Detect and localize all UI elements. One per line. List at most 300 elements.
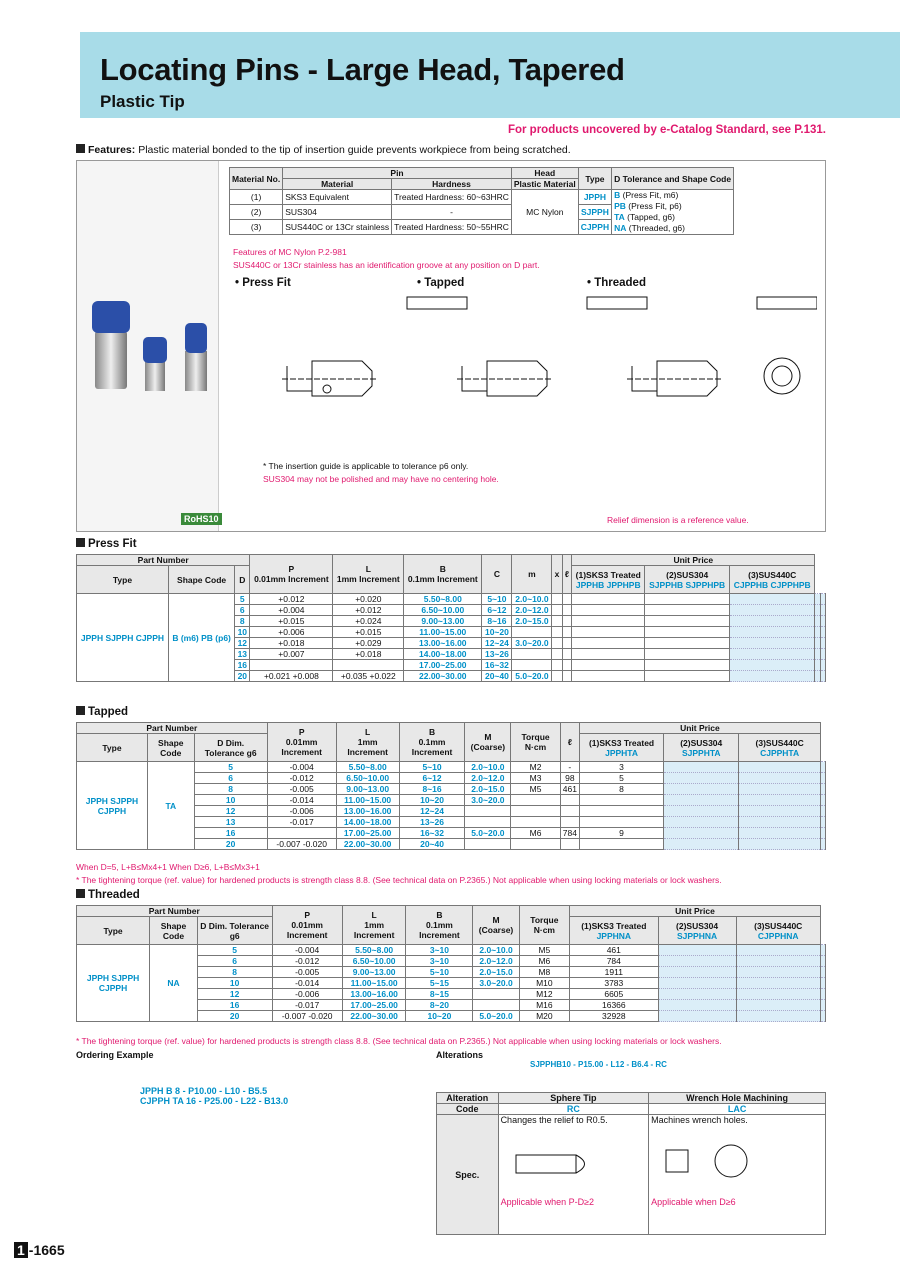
table-cell bbox=[820, 671, 825, 682]
table-cell: 5 bbox=[194, 762, 267, 773]
table-cell bbox=[552, 649, 562, 660]
table-cell bbox=[473, 1000, 519, 1011]
table-cell bbox=[562, 649, 572, 660]
table-cell bbox=[820, 660, 825, 671]
mt-cell: SUS304 bbox=[283, 205, 392, 220]
page-title: Locating Pins - Large Head, Tapered bbox=[100, 52, 625, 87]
table-cell: 13~26 bbox=[399, 817, 465, 828]
mt-codes: B (Press Fit, m6) PB (Press Fit, p6) TA (Tapped, g6) NA (Threaded, g6) bbox=[612, 190, 734, 235]
table-cell bbox=[645, 671, 730, 682]
table-cell bbox=[736, 1011, 820, 1022]
table-cell: 12 bbox=[235, 638, 250, 649]
table-cell bbox=[729, 638, 815, 649]
order-row-1: JPPH B 8 - P10.00 - L10 - B5.5 bbox=[140, 1086, 268, 1096]
table-cell: +0.029 bbox=[333, 638, 404, 649]
table-cell bbox=[560, 806, 579, 817]
table-cell bbox=[820, 594, 825, 605]
table-cell: -0.007 -0.020 bbox=[267, 839, 336, 850]
table-cell bbox=[579, 839, 663, 850]
table-cell: +0.018 bbox=[333, 649, 404, 660]
torque-note: * The tightening torque (ref. value) for hardened products is strength class 8.8. (See technical data on P.2365.) Not applicable when using locking materials or lock washers. bbox=[76, 875, 722, 885]
table-cell: 22.00~30.00 bbox=[342, 1011, 406, 1022]
table-cell bbox=[511, 806, 560, 817]
table-cell: 5.0~20.0 bbox=[512, 671, 552, 682]
table-cell: 3~10 bbox=[406, 956, 473, 967]
table-cell bbox=[572, 638, 645, 649]
table-cell bbox=[820, 817, 825, 828]
table-cell: 16~32 bbox=[399, 828, 465, 839]
table-cell bbox=[664, 806, 739, 817]
table-cell bbox=[562, 594, 572, 605]
table-cell bbox=[658, 1000, 736, 1011]
table-cell: +0.012 bbox=[250, 594, 333, 605]
mt-h-material: Material bbox=[283, 179, 392, 190]
table-cell bbox=[465, 817, 511, 828]
table-cell bbox=[465, 839, 511, 850]
table-cell bbox=[658, 1011, 736, 1022]
table-cell: 16 bbox=[194, 828, 267, 839]
tapped-note: When D=5, L+B≤Mx4+1 When D≥6, L+B≤Mx3+1 bbox=[76, 862, 260, 872]
table-cell: - bbox=[560, 762, 579, 773]
table-cell: 13~26 bbox=[482, 649, 512, 660]
table-cell bbox=[645, 638, 730, 649]
mt-h-no: Material No. bbox=[230, 168, 283, 190]
table-cell bbox=[333, 660, 404, 671]
table-cell: 5.0~20.0 bbox=[465, 828, 511, 839]
table-cell bbox=[572, 671, 645, 682]
table-cell bbox=[562, 605, 572, 616]
square-icon bbox=[76, 144, 85, 153]
table-cell: 8~16 bbox=[399, 784, 465, 795]
table-cell: 8 bbox=[235, 616, 250, 627]
table-cell: 14.00~18.00 bbox=[404, 649, 482, 660]
table-cell bbox=[512, 649, 552, 660]
table-cell: -0.012 bbox=[267, 773, 336, 784]
table-cell bbox=[664, 784, 739, 795]
table-cell: 10~20 bbox=[406, 1011, 473, 1022]
product-photo bbox=[77, 161, 219, 531]
table-cell: 8~16 bbox=[482, 616, 512, 627]
table-cell: 461 bbox=[560, 784, 579, 795]
threaded-table: Part Number P 0.01mm Increment L 1mm Increment B 0.1mm Increment M (Coarse) Torque N·cm Unit Price Type Shape Code D Dim. Tolerance g6 (1)SKS3 Treated JPPHNA (2)SUS304 SJPPHNA (3)SUS440C CJPPHNA JPPH SJPPH CJPPH NA 5 -0.004 5.50~8.00 3~10 2.0~10.0 M5 461 6 -0.012 6.50~10.00 3~10 2.0~12.0 M6 784 8 -0.005 9.00~13.00 5~10 2.0~15.0 M8 1911 10 -0.014 11.00~15.00 5~15 3.0~20.0 M10 3783 12 -0.006 13.00~16.00 8~15 M12 6605 16 -0.017 17.00~25.00 8~20 M16 16366 20 -0.007 -0.020 22.00~30.00 10~20 5.0~20.0 M20 32928 bbox=[76, 905, 826, 1022]
mt-cell: SKS3 Equivalent bbox=[283, 190, 392, 205]
table-cell: 2.0~15.0 bbox=[512, 616, 552, 627]
table-cell: 6.50~10.00 bbox=[336, 773, 399, 784]
table-cell bbox=[511, 817, 560, 828]
table-cell bbox=[729, 605, 815, 616]
table-cell: 13 bbox=[194, 817, 267, 828]
table-cell: 784 bbox=[560, 828, 579, 839]
table-cell: M20 bbox=[519, 1011, 569, 1022]
mt-cell: (1) bbox=[230, 190, 283, 205]
table-cell bbox=[552, 616, 562, 627]
table-cell: +0.004 bbox=[250, 605, 333, 616]
mt-cell: (2) bbox=[230, 205, 283, 220]
page-number: 1 -1665 bbox=[14, 1242, 65, 1258]
table-cell: 3.0~20.0 bbox=[473, 978, 519, 989]
table-cell: 5 bbox=[197, 945, 272, 956]
table-cell: 2.0~12.0 bbox=[512, 605, 552, 616]
table-cell bbox=[552, 605, 562, 616]
table-cell: 461 bbox=[570, 945, 659, 956]
table-cell: 8 bbox=[579, 784, 663, 795]
table-cell: 11.00~15.00 bbox=[404, 627, 482, 638]
table-cell: -0.004 bbox=[272, 945, 342, 956]
pressfit-table: Part Number P 0.01mm Increment L 1mm Increment B 0.1mm Increment C m x ℓ Unit Price Type Shape Code D (1)SKS3 Treated JPPHB JPPHPB (2)SUS304 SJPPHB SJPPHPB (3)SUS440C CJPPHB CJPPHPB JPPH SJPPH CJPPH B (m6) PB (p6) 5 +0.012 +0.020 5.50~8.00 5~10 2.0~10.0 6 +0.004 +0.012 6.50~10.00 6~12 2.0~12.0 8 +0.015 +0.024 9.00~13.00 8~16 2.0~15.0 10 +0.006 +0.015 11.00~15.00 10~20 12 +0.018 +0.029 13.00~16.00 12~24 3.0~20.0 13 +0.007 +0.018 14.00~18.00 13~26 16 17.00~25.00 16~32 20 +0.021 +0.008 +0.035 +0.022 22.00~30.00 20~40 5.0~20.0 bbox=[76, 554, 826, 682]
table-cell: M12 bbox=[519, 989, 569, 1000]
table-cell: +0.007 bbox=[250, 649, 333, 660]
table-cell bbox=[552, 627, 562, 638]
table-cell bbox=[562, 616, 572, 627]
mt-plastic: MC Nylon bbox=[511, 190, 578, 235]
table-cell: 3.0~20.0 bbox=[512, 638, 552, 649]
table-cell: 8 bbox=[197, 967, 272, 978]
table-cell: M3 bbox=[511, 773, 560, 784]
order-row-2: CJPPH TA 16 - P25.00 - L22 - B13.0 bbox=[140, 1096, 289, 1106]
table-cell bbox=[473, 989, 519, 1000]
table-cell: +0.021 +0.008 bbox=[250, 671, 333, 682]
mt-h-type: Type bbox=[578, 168, 611, 190]
table-cell bbox=[820, 795, 825, 806]
table-cell: 8 bbox=[194, 784, 267, 795]
table-cell bbox=[736, 1000, 820, 1011]
table-cell: 3 bbox=[579, 762, 663, 773]
table-cell: 17.00~25.00 bbox=[336, 828, 399, 839]
table-cell: 17.00~25.00 bbox=[342, 1000, 406, 1011]
table-cell: 1911 bbox=[570, 967, 659, 978]
catalog-notice[interactable]: For products uncovered by e-Catalog Standard, see P.131. bbox=[507, 124, 826, 136]
section-threaded: Threaded bbox=[76, 889, 140, 901]
table-cell bbox=[736, 989, 820, 1000]
table-cell bbox=[465, 806, 511, 817]
table-cell bbox=[739, 828, 821, 839]
table-cell bbox=[658, 978, 736, 989]
table-cell bbox=[572, 649, 645, 660]
table-cell bbox=[729, 660, 815, 671]
table-cell: 6 bbox=[197, 956, 272, 967]
table-cell bbox=[820, 616, 825, 627]
table-cell bbox=[572, 594, 645, 605]
table-cell: M10 bbox=[519, 978, 569, 989]
table-cell: 16 bbox=[235, 660, 250, 671]
table-cell bbox=[267, 828, 336, 839]
table-cell: 32928 bbox=[570, 1011, 659, 1022]
diagram-threaded-label: • Threaded bbox=[587, 277, 646, 289]
table-cell: 11.00~15.00 bbox=[342, 978, 406, 989]
table-cell bbox=[820, 956, 825, 967]
table-cell: B (m6) PB (p6) bbox=[168, 594, 234, 682]
table-cell: 13.00~16.00 bbox=[342, 989, 406, 1000]
mt-h-hardness: Hardness bbox=[392, 179, 512, 190]
table-cell: 5~10 bbox=[399, 762, 465, 773]
table-cell bbox=[739, 762, 821, 773]
table-cell: 8~20 bbox=[406, 1000, 473, 1011]
table-cell: 13.00~16.00 bbox=[404, 638, 482, 649]
table-cell: 2.0~12.0 bbox=[473, 956, 519, 967]
table-cell: 20 bbox=[235, 671, 250, 682]
table-cell bbox=[820, 1011, 825, 1022]
table-cell bbox=[579, 817, 663, 828]
table-cell bbox=[572, 616, 645, 627]
table-cell bbox=[562, 627, 572, 638]
table-cell bbox=[664, 795, 739, 806]
table-cell: 20~40 bbox=[399, 839, 465, 850]
table-cell bbox=[552, 638, 562, 649]
table-cell: 6~12 bbox=[482, 605, 512, 616]
table-cell bbox=[572, 605, 645, 616]
table-cell: -0.005 bbox=[267, 784, 336, 795]
table-cell bbox=[820, 638, 825, 649]
table-cell: 784 bbox=[570, 956, 659, 967]
table-cell bbox=[579, 795, 663, 806]
table-cell bbox=[512, 627, 552, 638]
table-cell bbox=[739, 817, 821, 828]
table-cell: 16 bbox=[197, 1000, 272, 1011]
nylon-note[interactable]: Features of MC Nylon P.2-981 bbox=[233, 247, 347, 257]
table-cell bbox=[820, 839, 825, 850]
table-cell: 9.00~13.00 bbox=[404, 616, 482, 627]
table-cell: 11.00~15.00 bbox=[336, 795, 399, 806]
table-cell: +0.024 bbox=[333, 616, 404, 627]
diagram-pressfit-label: • Press Fit bbox=[235, 277, 291, 289]
table-cell bbox=[820, 806, 825, 817]
table-cell: 98 bbox=[560, 773, 579, 784]
table-cell bbox=[511, 795, 560, 806]
table-cell: 5~10 bbox=[406, 967, 473, 978]
table-cell bbox=[579, 806, 663, 817]
table-cell bbox=[820, 762, 825, 773]
table-cell bbox=[658, 989, 736, 1000]
table-cell bbox=[729, 594, 815, 605]
table-cell bbox=[511, 839, 560, 850]
table-cell bbox=[645, 605, 730, 616]
table-cell bbox=[645, 594, 730, 605]
table-cell: 10 bbox=[197, 978, 272, 989]
table-cell bbox=[664, 817, 739, 828]
relief-note: Relief dimension is a reference value. bbox=[607, 515, 749, 525]
table-cell: 9.00~13.00 bbox=[342, 967, 406, 978]
table-cell: M16 bbox=[519, 1000, 569, 1011]
ordering-example: Ordering Example JPPH B 8 - P10.00 - L10 - B5.5 CJPPH TA 16 - P25.00 - L22 - B13.0 bbox=[76, 1050, 289, 1106]
mt-h-pin: Pin bbox=[283, 168, 512, 179]
table-cell bbox=[820, 978, 825, 989]
table-cell: M6 bbox=[519, 956, 569, 967]
mt-cell: SUS440C or 13Cr stainless bbox=[283, 220, 392, 235]
page-subtitle: Plastic Tip bbox=[100, 92, 185, 111]
mt-type: JPPH bbox=[578, 190, 611, 205]
mt-cell: Treated Hardness: 60~63HRC bbox=[392, 190, 512, 205]
section-pressfit: Press Fit bbox=[76, 538, 137, 550]
table-cell: 8~15 bbox=[406, 989, 473, 1000]
table-cell: 12 bbox=[197, 989, 272, 1000]
table-cell bbox=[820, 784, 825, 795]
table-cell bbox=[820, 649, 825, 660]
table-cell: +0.015 bbox=[250, 616, 333, 627]
table-cell bbox=[645, 616, 730, 627]
table-cell: 10~20 bbox=[482, 627, 512, 638]
table-cell bbox=[820, 945, 825, 956]
table-cell: +0.012 bbox=[333, 605, 404, 616]
table-cell: JPPH SJPPH CJPPH bbox=[77, 945, 150, 1022]
feature-panel bbox=[76, 160, 826, 532]
mt-cell: - bbox=[392, 205, 512, 220]
table-cell: 6~12 bbox=[399, 773, 465, 784]
table-cell: 5 bbox=[579, 773, 663, 784]
table-cell bbox=[562, 671, 572, 682]
table-cell: -0.006 bbox=[267, 806, 336, 817]
table-cell: 10 bbox=[194, 795, 267, 806]
mt-cell: Treated Hardness: 50~55HRC bbox=[392, 220, 512, 235]
features-text: Plastic material bonded to the tip of insertion guide prevents workpiece from being scratched. bbox=[138, 144, 571, 156]
alterations: Alterations SJPPHB10 - P15.00 - L12 - B6.4 - RC bbox=[436, 1050, 667, 1069]
table-cell bbox=[658, 945, 736, 956]
table-cell: 5.50~8.00 bbox=[404, 594, 482, 605]
table-cell: 9.00~13.00 bbox=[336, 784, 399, 795]
mt-cell: (3) bbox=[230, 220, 283, 235]
table-cell bbox=[664, 828, 739, 839]
table-cell: -0.006 bbox=[272, 989, 342, 1000]
table-cell bbox=[736, 978, 820, 989]
sus-note: SUS304 may not be polished and may have no centering hole. bbox=[263, 474, 499, 484]
table-cell bbox=[658, 967, 736, 978]
table-cell: 5~10 bbox=[482, 594, 512, 605]
table-cell: +0.006 bbox=[250, 627, 333, 638]
table-cell bbox=[820, 627, 825, 638]
table-cell bbox=[729, 649, 815, 660]
table-cell bbox=[572, 627, 645, 638]
material-table bbox=[229, 167, 734, 235]
table-cell bbox=[664, 762, 739, 773]
pins-image bbox=[77, 161, 217, 501]
table-cell bbox=[560, 817, 579, 828]
table-cell bbox=[736, 945, 820, 956]
alteration-table: Alteration Sphere Tip Wrench Hole Machining Code RC LAC Spec. Changes the relief to R0.5. Applicable when P-D≥2 Machines wrench holes. Applicable when D≥6 bbox=[436, 1092, 826, 1235]
table-cell: 2.0~15.0 bbox=[473, 967, 519, 978]
table-cell bbox=[645, 649, 730, 660]
table-cell bbox=[739, 784, 821, 795]
table-cell: 12~24 bbox=[482, 638, 512, 649]
table-cell: +0.015 bbox=[333, 627, 404, 638]
table-cell bbox=[552, 671, 562, 682]
table-cell bbox=[729, 616, 815, 627]
table-cell: -0.014 bbox=[272, 978, 342, 989]
table-cell: M5 bbox=[519, 945, 569, 956]
table-cell bbox=[739, 795, 821, 806]
table-cell: 6 bbox=[194, 773, 267, 784]
table-cell bbox=[820, 605, 825, 616]
table-cell bbox=[664, 839, 739, 850]
table-cell: 2.0~10.0 bbox=[465, 762, 511, 773]
table-cell: 3~10 bbox=[406, 945, 473, 956]
table-cell: 5.50~8.00 bbox=[336, 762, 399, 773]
torque-note-2: * The tightening torque (ref. value) for hardened products is strength class 8.8. (See technical data on P.2365.) Not applicable when using locking materials or lock washers. bbox=[76, 1036, 722, 1046]
table-cell: 12~24 bbox=[399, 806, 465, 817]
table-cell bbox=[820, 1000, 825, 1011]
table-cell: 12 bbox=[194, 806, 267, 817]
table-cell: -0.017 bbox=[272, 1000, 342, 1011]
table-cell: 20 bbox=[197, 1011, 272, 1022]
table-cell bbox=[562, 660, 572, 671]
table-cell bbox=[560, 839, 579, 850]
table-cell: 17.00~25.00 bbox=[404, 660, 482, 671]
table-cell: 5 bbox=[235, 594, 250, 605]
table-cell: 5.0~20.0 bbox=[473, 1011, 519, 1022]
table-cell: 9 bbox=[579, 828, 663, 839]
table-cell: 13 bbox=[235, 649, 250, 660]
alt-example: SJPPHB10 - P15.00 - L12 - B6.4 - RC bbox=[530, 1060, 667, 1069]
table-cell: 6.50~10.00 bbox=[404, 605, 482, 616]
table-cell: 5~15 bbox=[406, 978, 473, 989]
table-cell: -0.012 bbox=[272, 956, 342, 967]
table-cell: JPPH SJPPH CJPPH bbox=[77, 594, 169, 682]
table-cell: 14.00~18.00 bbox=[336, 817, 399, 828]
table-cell: 5.50~8.00 bbox=[342, 945, 406, 956]
table-cell bbox=[820, 773, 825, 784]
table-cell: 3.0~20.0 bbox=[465, 795, 511, 806]
table-cell: 13.00~16.00 bbox=[336, 806, 399, 817]
mt-h-head: Head bbox=[511, 168, 578, 179]
mt-h-code: D Tolerance and Shape Code bbox=[612, 168, 734, 190]
table-cell: 6 bbox=[235, 605, 250, 616]
table-cell: TA bbox=[147, 762, 194, 850]
table-cell: -0.007 -0.020 bbox=[272, 1011, 342, 1022]
table-cell bbox=[658, 956, 736, 967]
table-cell bbox=[736, 956, 820, 967]
table-cell bbox=[820, 967, 825, 978]
table-cell bbox=[739, 806, 821, 817]
table-cell bbox=[645, 627, 730, 638]
table-cell: -0.014 bbox=[267, 795, 336, 806]
table-cell bbox=[739, 839, 821, 850]
table-cell: M6 bbox=[511, 828, 560, 839]
pin-drawings bbox=[227, 291, 817, 461]
table-cell: -0.004 bbox=[267, 762, 336, 773]
table-cell bbox=[572, 660, 645, 671]
table-cell: M5 bbox=[511, 784, 560, 795]
table-cell: 3783 bbox=[570, 978, 659, 989]
tapped-table: Part Number P 0.01mm Increment L 1mm Increment B 0.1mm Increment M (Coarse) Torque N·cm ℓ Unit Price Type Shape Code D Dim. Tolerance g6 (1)SKS3 Treated JPPHTA (2)SUS304 SJPPHTA (3)SUS440C CJPPHTA JPPH SJPPH CJPPH TA 5 -0.004 5.50~8.00 5~10 2.0~10.0 M2 - 3 6 -0.012 6.50~10.00 6~12 2.0~12.0 M3 98 5 8 -0.005 9.00~13.00 8~16 2.0~15.0 M5 461 8 10 -0.014 11.00~15.00 10~20 3.0~20.0 12 -0.006 13.00~16.00 12~24 13 -0.017 14.00~18.00 13~26 16 17.00~25.00 16~32 5.0~20.0 M6 784 9 20 -0.007 -0.020 22.00~30.00 20~40 bbox=[76, 722, 826, 850]
table-cell bbox=[552, 660, 562, 671]
table-cell: 22.00~30.00 bbox=[336, 839, 399, 850]
table-row bbox=[77, 762, 826, 773]
table-cell bbox=[729, 671, 815, 682]
table-cell: 22.00~30.00 bbox=[404, 671, 482, 682]
table-cell bbox=[562, 638, 572, 649]
table-cell: -0.017 bbox=[267, 817, 336, 828]
table-cell bbox=[512, 660, 552, 671]
table-cell: 2.0~15.0 bbox=[465, 784, 511, 795]
table-cell: JPPH SJPPH CJPPH bbox=[77, 762, 148, 850]
table-cell: 2.0~10.0 bbox=[512, 594, 552, 605]
table-cell bbox=[820, 989, 825, 1000]
features-label: Features: bbox=[88, 144, 136, 156]
table-row bbox=[77, 945, 826, 956]
groove-note: SUS440C or 13Cr stainless has an identification groove at any position on D part. bbox=[233, 260, 540, 270]
table-cell: 16366 bbox=[570, 1000, 659, 1011]
table-cell bbox=[664, 773, 739, 784]
table-cell: +0.018 bbox=[250, 638, 333, 649]
title-band bbox=[80, 32, 900, 118]
table-cell: -0.005 bbox=[272, 967, 342, 978]
table-cell: M2 bbox=[511, 762, 560, 773]
mt-h-plastic: Plastic Material bbox=[511, 179, 578, 190]
table-cell: 16~32 bbox=[482, 660, 512, 671]
table-cell bbox=[250, 660, 333, 671]
table-row bbox=[77, 594, 826, 605]
table-cell: 20 bbox=[194, 839, 267, 850]
table-cell: 10 bbox=[235, 627, 250, 638]
table-cell: 2.0~12.0 bbox=[465, 773, 511, 784]
